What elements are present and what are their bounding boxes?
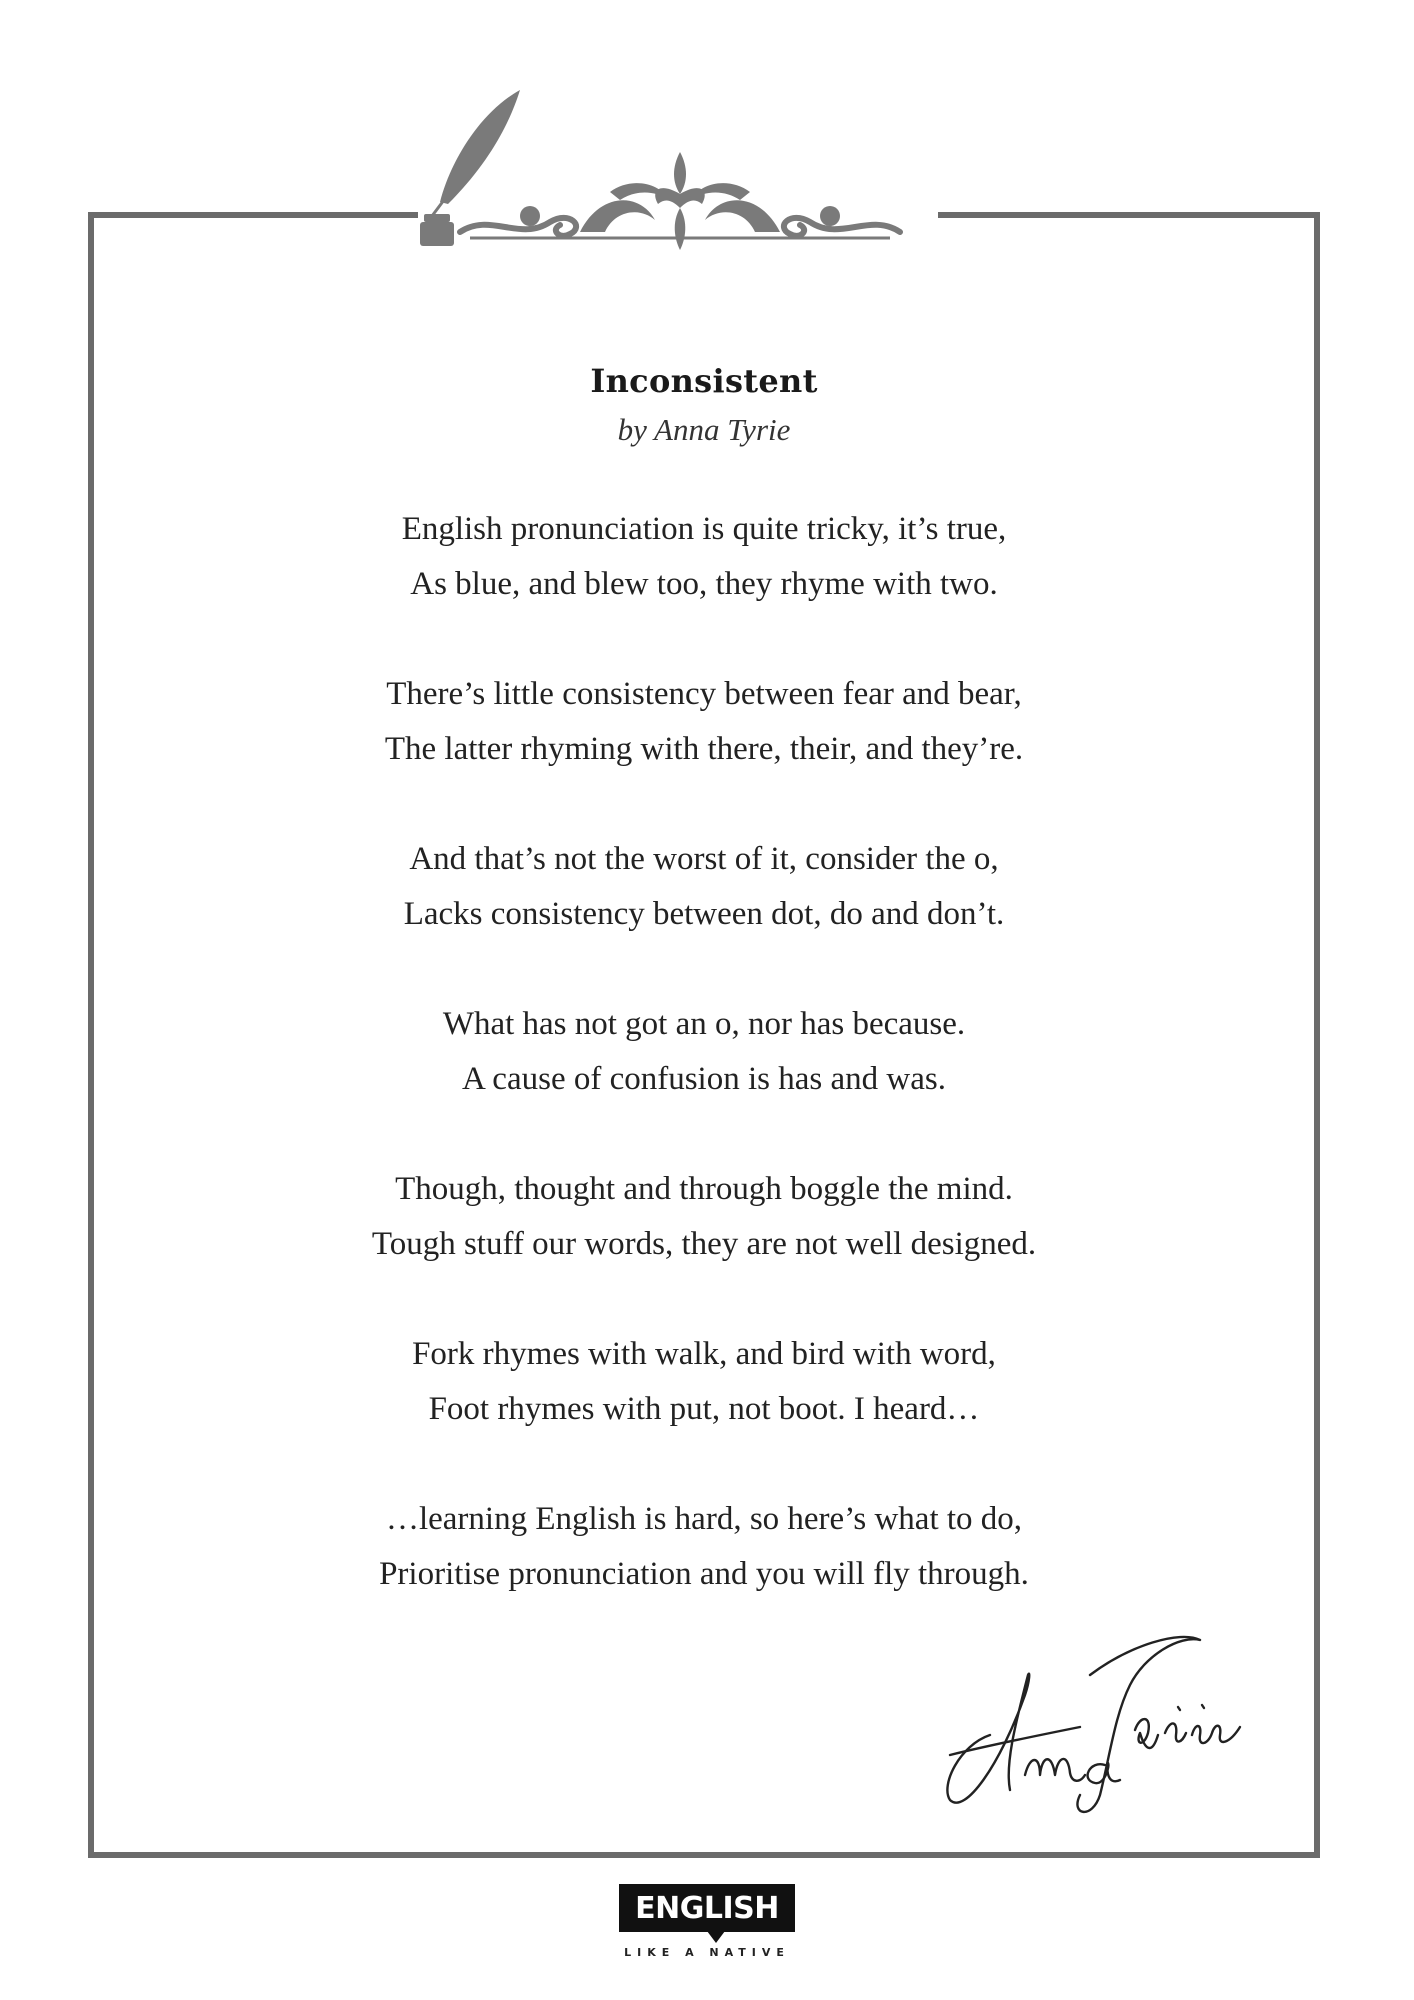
poem-line: What has not got an o, nor has because. [442, 1006, 966, 1042]
poem-content [94, 340, 1314, 1657]
poem-line: Foot rhymes with put, not boot. I heard… [428, 1391, 980, 1427]
poem-byline: by Anna Tyrie [617, 412, 791, 447]
poem-line: Fork rhymes with walk, and bird with word, [412, 1336, 996, 1372]
logo-subtitle: LIKE A NATIVE [624, 1946, 790, 1959]
logo-main [619, 1884, 795, 1932]
stanza [94, 832, 1314, 942]
poem-line: There’s little consistency between fear and bear, [386, 676, 1022, 712]
stanza [94, 997, 1314, 1107]
logo-main-text: ENGLISH [635, 1891, 779, 1926]
poem-line: Though, thought and through boggle the mind. [395, 1171, 1013, 1207]
speech-bubble-tail-icon [707, 1931, 725, 1943]
poem-line: And that’s not the worst of it, consider the o, [409, 841, 999, 877]
poem-line: As blue, and blew too, they rhyme with two. [410, 566, 998, 602]
stanza [94, 667, 1314, 777]
poem-line: The latter rhyming with there, their, and they’re. [384, 731, 1024, 767]
poem-body [94, 502, 1314, 1602]
stanza [94, 502, 1314, 612]
poem-line: Tough stuff our words, they are not well designed. [371, 1226, 1037, 1262]
poem-line: English pronunciation is quite tricky, it’s true, [401, 511, 1007, 547]
signature-icon [930, 1615, 1270, 1825]
poem-line: …learning English is hard, so here’s what to do, [385, 1501, 1023, 1537]
stanza [94, 1492, 1314, 1602]
poem-line: A cause of confusion is has and was. [462, 1061, 946, 1097]
stanza [94, 1162, 1314, 1272]
poem-line: Prioritise pronunciation and you will fly through. [379, 1556, 1029, 1592]
english-like-a-native-logo [619, 1884, 795, 1959]
poem-title: Inconsistent [590, 362, 818, 400]
quill-ornament-icon [410, 82, 950, 252]
poem-line: Lacks consistency between dot, do and don’t. [403, 896, 1005, 932]
stanza [94, 1327, 1314, 1437]
